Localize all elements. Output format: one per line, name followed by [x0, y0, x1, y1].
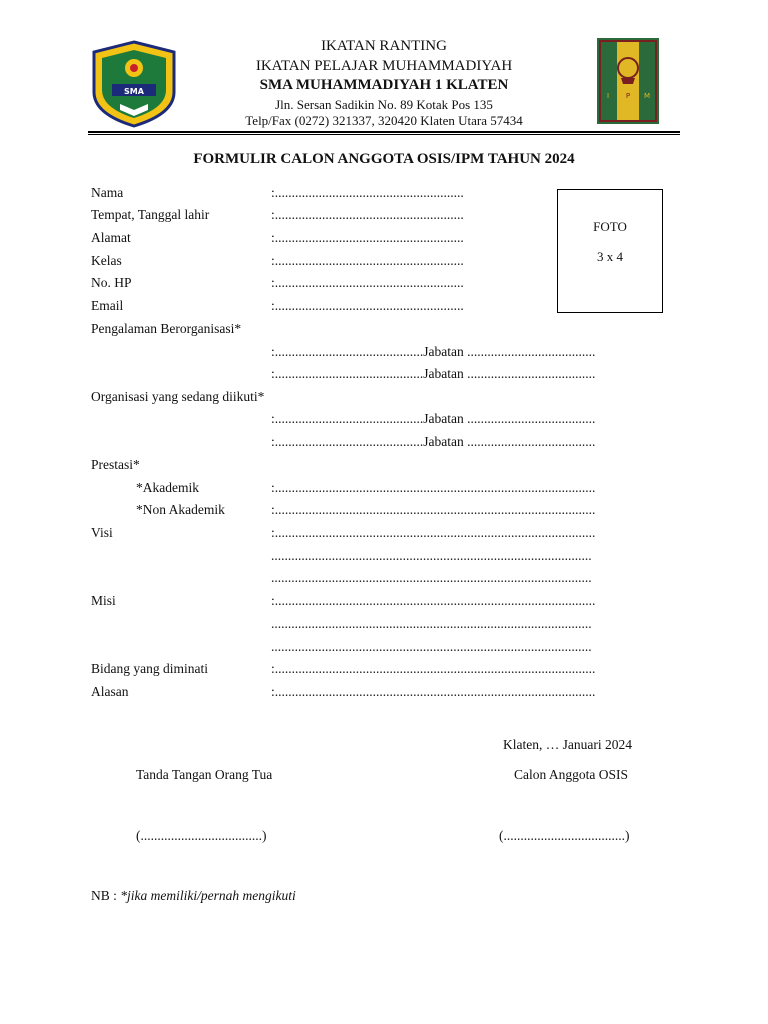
- ipm-letter-p: P: [625, 92, 631, 100]
- note: [91, 888, 296, 904]
- prestasi-akademik-input[interactable]: :...............................................................................................: [271, 480, 596, 495]
- field-input-nama[interactable]: :........................................................: [271, 185, 464, 200]
- current-org-line-1[interactable]: :............................................Jabatan ......................................: [271, 411, 596, 426]
- signature-date: Klaten, … Januari 2024: [503, 737, 632, 752]
- field-label-nohp: No. HP: [91, 275, 132, 290]
- field-label-nama: Nama: [91, 185, 124, 200]
- current-org-label: Organisasi yang sedang diikuti*: [91, 389, 265, 404]
- prestasi-akademik-label: *Akademik: [136, 480, 199, 495]
- ipm-letter-i: I: [606, 92, 610, 100]
- visi-label: Visi: [91, 525, 113, 540]
- header-school-name: SMA MUHAMMADIYAH 1 KLATEN: [259, 77, 509, 93]
- misi-line-1[interactable]: :...............................................................................................: [271, 593, 596, 608]
- field-label-alamat: Alamat: [91, 230, 131, 245]
- visi-line-2[interactable]: ...............................................................................................: [271, 548, 592, 563]
- note-text: *jika memiliki/pernah mengikuti: [120, 888, 296, 903]
- photo-label: FOTO: [593, 219, 627, 234]
- prestasi-label: Prestasi*: [91, 457, 140, 472]
- visi-line-1[interactable]: :...............................................................................................: [271, 525, 596, 540]
- logo-center-text: SMA: [124, 87, 144, 96]
- candidate-signature-label: Calon Anggota OSIS: [514, 767, 629, 782]
- alasan-input[interactable]: :...............................................................................................: [271, 684, 596, 699]
- header-parent-organization: IKATAN PELAJAR MUHAMMADIYAH: [255, 58, 513, 74]
- header-address: Jln. Sersan Sadikin No. 89 Kotak Pos 135: [275, 97, 493, 112]
- field-input-nohp[interactable]: :........................................................: [271, 275, 464, 290]
- note-prefix: NB :: [91, 888, 121, 903]
- field-input-email[interactable]: :........................................................: [271, 298, 464, 313]
- field-input-kelas[interactable]: :........................................................: [271, 253, 464, 268]
- alasan-label: Alasan: [91, 684, 129, 699]
- photo-size: 3 x 4: [597, 249, 623, 264]
- misi-label: Misi: [91, 593, 116, 608]
- field-label-email: Email: [91, 298, 124, 313]
- bidang-input[interactable]: :...............................................................................................: [271, 661, 596, 676]
- misi-line-2[interactable]: ...............................................................................................: [271, 616, 592, 631]
- field-label-ttl: Tempat, Tanggal lahir: [91, 207, 210, 222]
- misi-line-3[interactable]: ...............................................................................................: [271, 639, 592, 654]
- form-title: FORMULIR CALON ANGGOTA OSIS/IPM TAHUN 2024: [193, 151, 575, 167]
- experience-line-2[interactable]: :............................................Jabatan ......................................: [271, 366, 596, 381]
- parent-signature-label: Tanda Tangan Orang Tua: [136, 767, 273, 782]
- ipm-letter-m: M: [643, 92, 651, 100]
- header-divider: [88, 131, 680, 133]
- header-organization: IKATAN RANTING: [321, 38, 447, 54]
- prestasi-non-akademik-label: *Non Akademik: [136, 502, 225, 517]
- header-contact: Telp/Fax (0272) 321337, 320420 Klaten Utara 57434: [245, 113, 523, 128]
- prestasi-non-akademik-input[interactable]: :...............................................................................................: [271, 502, 596, 517]
- field-label-kelas: Kelas: [91, 253, 122, 268]
- field-input-alamat[interactable]: :........................................................: [271, 230, 464, 245]
- candidate-signature-blank[interactable]: (....................................): [499, 828, 630, 843]
- header-divider-thin: [88, 134, 680, 135]
- visi-line-3[interactable]: ...............................................................................................: [271, 570, 592, 585]
- experience-label: Pengalaman Berorganisasi*: [91, 321, 242, 336]
- experience-line-1[interactable]: :............................................Jabatan ......................................: [271, 344, 596, 359]
- parent-signature-blank[interactable]: (....................................): [136, 828, 267, 843]
- current-org-line-2[interactable]: :............................................Jabatan ......................................: [271, 434, 596, 449]
- field-input-ttl[interactable]: :........................................................: [271, 207, 464, 222]
- bidang-label: Bidang yang diminati: [91, 661, 208, 676]
